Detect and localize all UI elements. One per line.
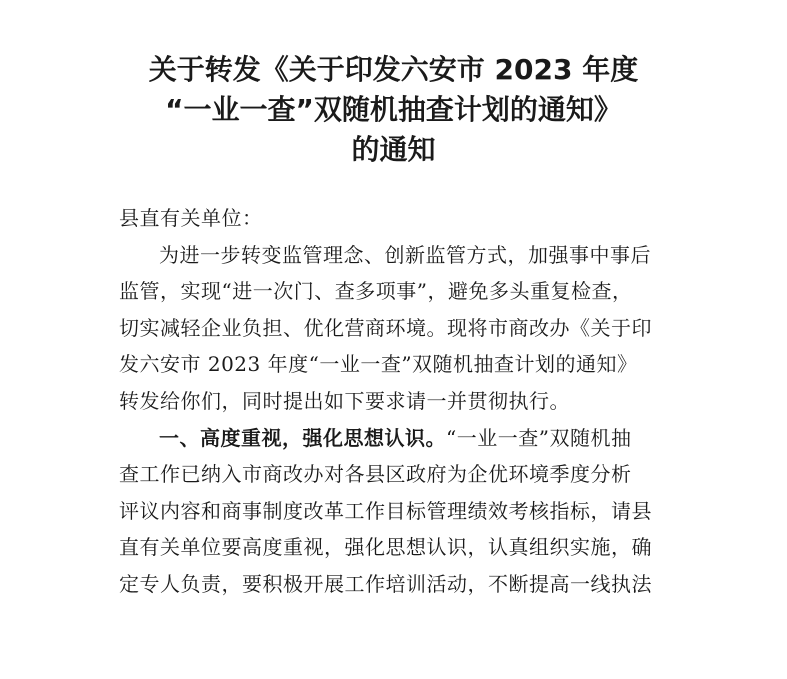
paragraph-intro: [119, 237, 679, 420]
paragraph-line: [119, 420, 679, 457]
paragraph-line: 直有关单位要高度重视，强化思想认识，认真组织实施，确: [119, 535, 652, 560]
paragraph-line: 切实减轻企业负担、优化营商环境。现将市商改办《关于印: [119, 315, 652, 340]
paragraph-section-one: [119, 420, 679, 603]
salutation: 县直有关单位：: [119, 206, 263, 230]
section-heading-continuation: “一业一查”双随机抽: [446, 425, 632, 450]
paragraph-line: 监管，实现“进一次门、查多项事”，避免多头重复检查，: [119, 279, 633, 304]
document-body: [119, 200, 679, 603]
section-heading: 一、高度重视，强化思想认识。: [159, 425, 446, 450]
title-line-3: 的通知: [351, 133, 436, 166]
paragraph-line: 为进一步转变监管理念、创新监管方式，加强事中事后: [159, 242, 651, 267]
paragraph-line: 评议内容和商事制度改革工作目标管理绩效考核指标，请县: [119, 498, 652, 523]
paragraph-line: 转发给你们，同时提出如下要求请一并贯彻执行。: [119, 388, 570, 413]
title-line-1: 关于转发《关于印发六安市 2023 年度: [148, 53, 639, 86]
paragraph-line: 发六安市 2023 年度“一业一查”双随机抽查计划的通知》: [119, 352, 638, 377]
paragraph-line: 查工作已纳入市商改办对各县区政府为企优环境季度分析: [119, 462, 632, 487]
title-line-2: “一业一查”双随机抽查计划的通知》: [165, 93, 622, 126]
paragraph-line: 定专人负责，要积极开展工作培训活动，不断提高一线执法: [119, 571, 652, 596]
document-title: [60, 50, 727, 170]
